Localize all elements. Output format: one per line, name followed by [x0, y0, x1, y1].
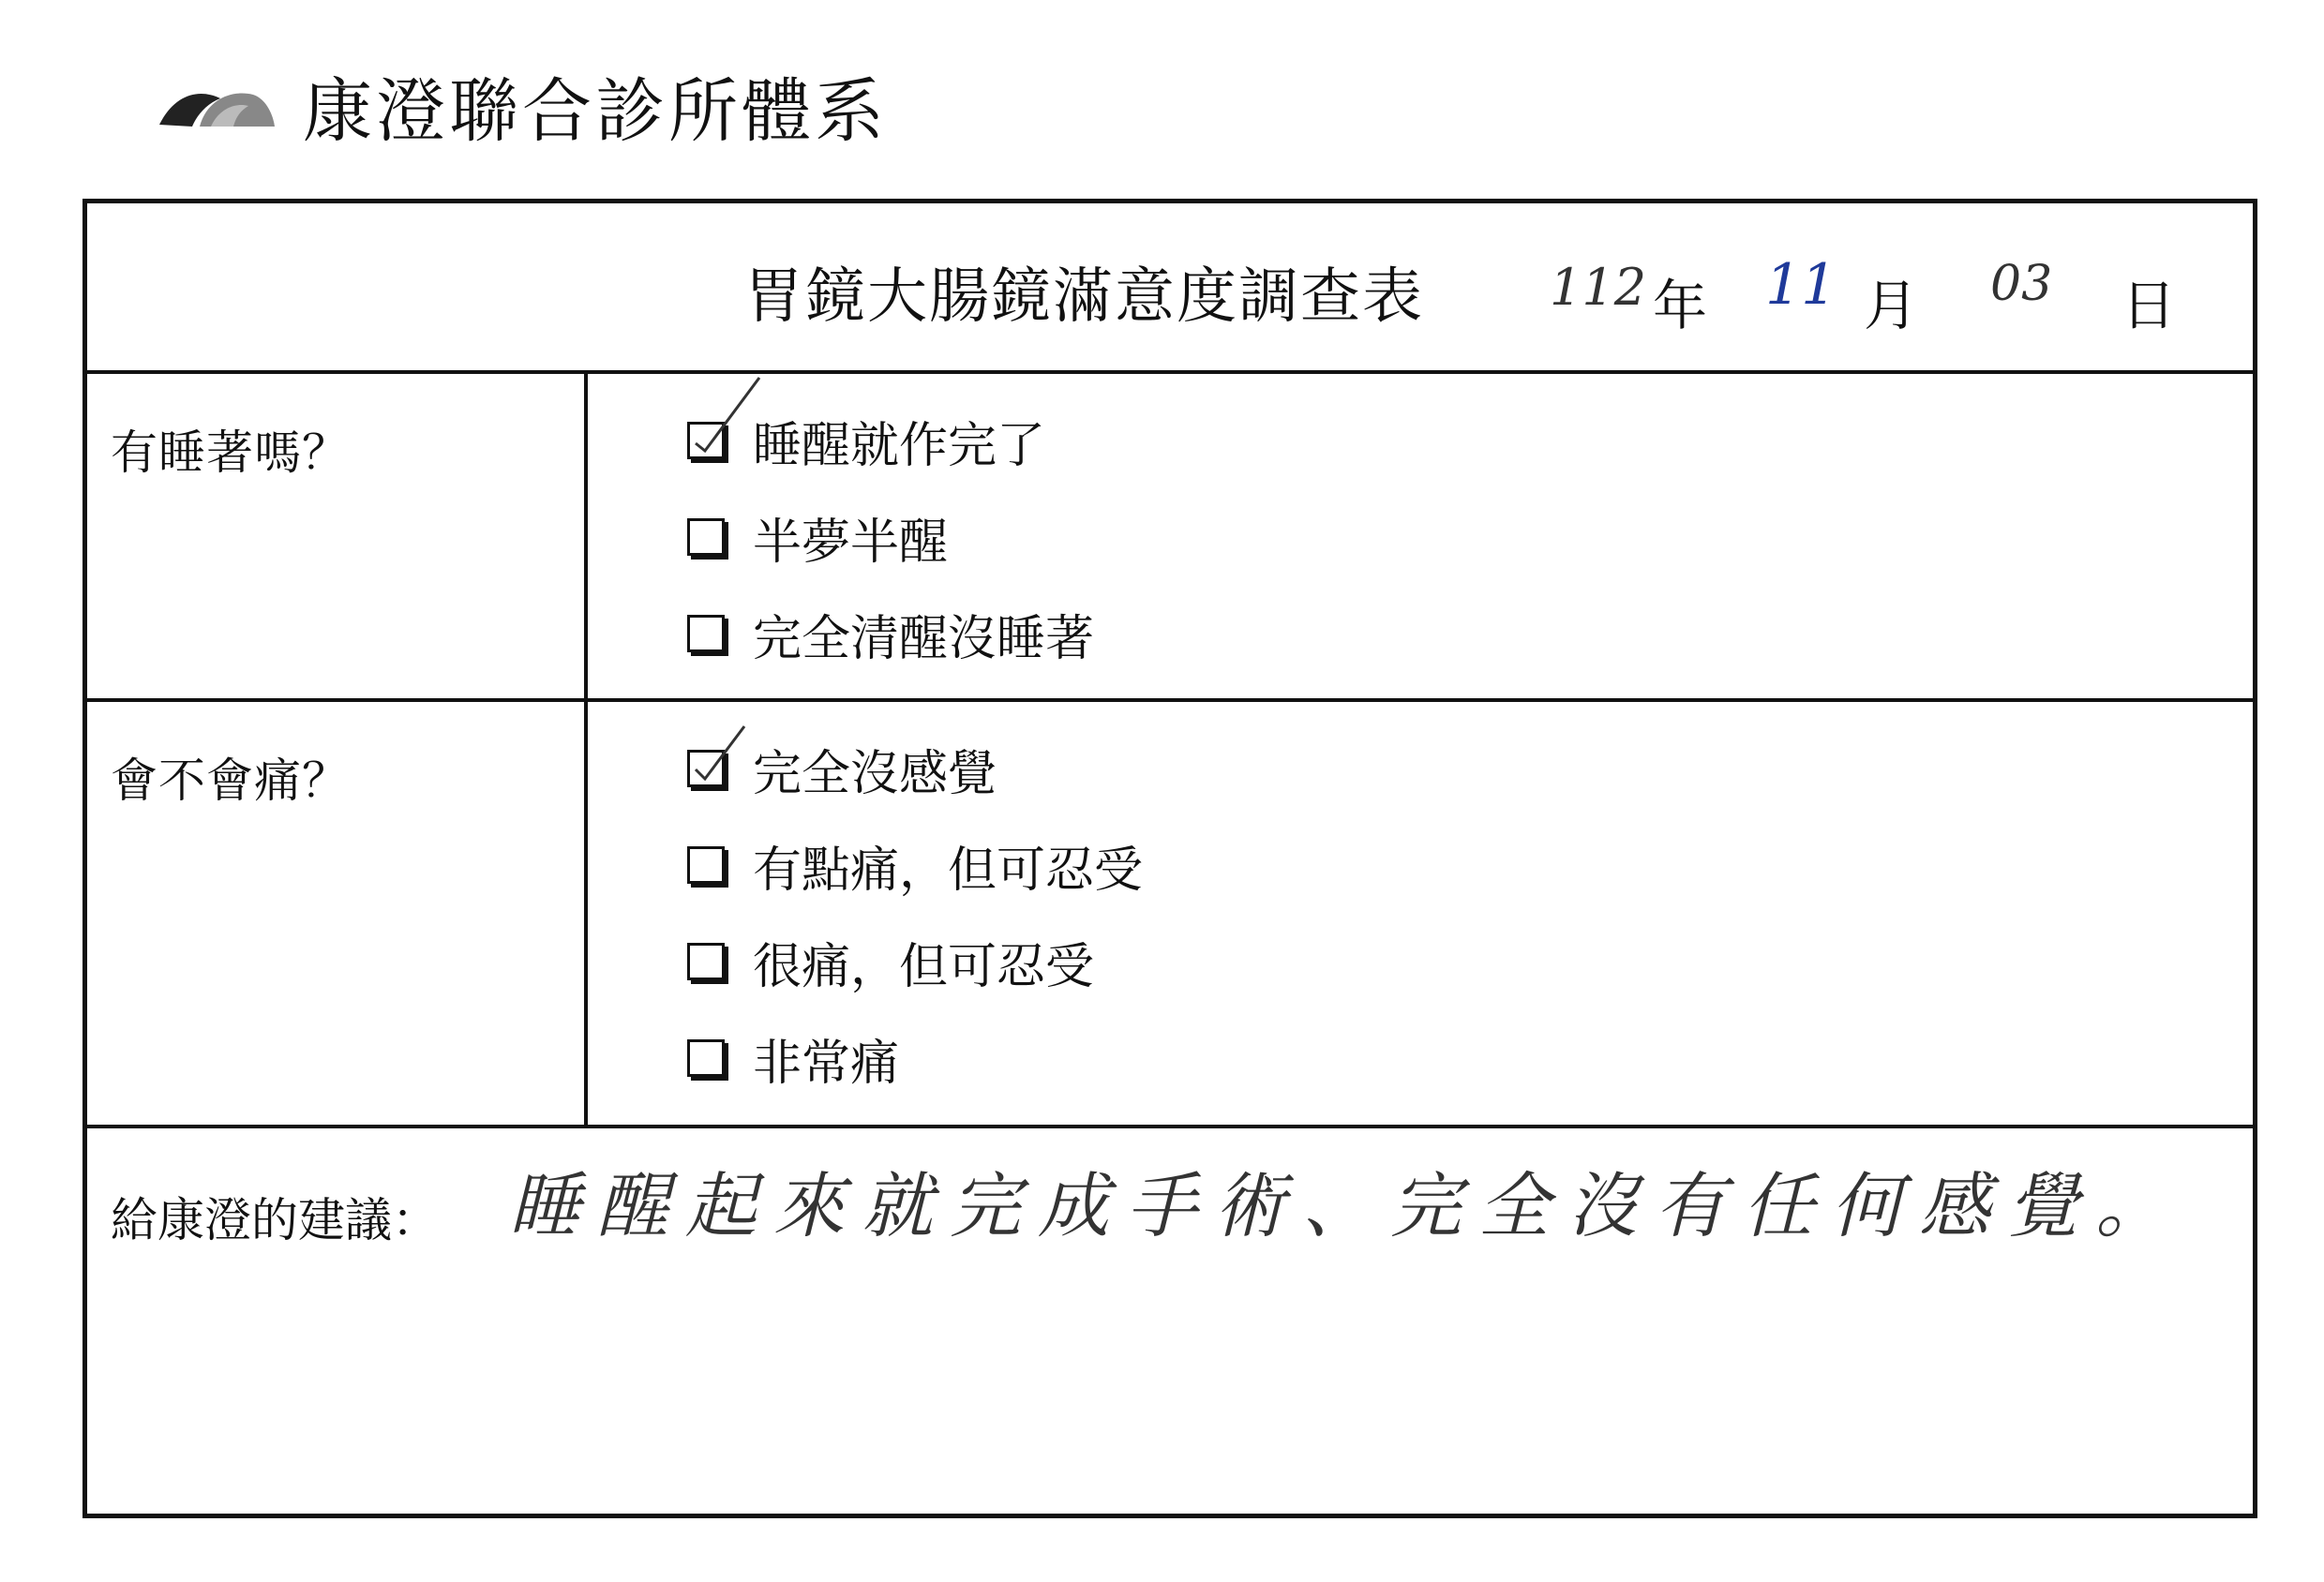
option-no-feeling[interactable] [687, 736, 1143, 801]
check-mark-icon [688, 370, 763, 455]
date-day-value[interactable]: 03 [1990, 256, 2053, 312]
comment-section [87, 1125, 2253, 1514]
column-divider [584, 698, 588, 1125]
date-year-value[interactable]: 112 [1550, 258, 1647, 317]
form-title: 胃鏡大腸鏡滿意度調查表 [743, 262, 1424, 332]
options-list [687, 736, 1143, 1122]
options-list [687, 408, 1094, 697]
checkbox[interactable] [687, 518, 725, 556]
form-title-row [87, 203, 2253, 374]
survey-form [82, 199, 2257, 1518]
option-extreme-pain[interactable] [687, 1025, 1143, 1091]
option-label: 睡醒就作完了 [753, 417, 1046, 474]
question-sleep [87, 370, 2253, 702]
checkbox[interactable] [687, 846, 725, 884]
question-label: 會不會痛？ [111, 754, 350, 808]
date-month-value[interactable]: 11 [1765, 252, 1837, 318]
clinic-header [155, 54, 888, 157]
checkbox-checked[interactable] [687, 750, 725, 787]
comment-handwritten-text[interactable]: 睡醒起來就完成手術、完全沒有任何感覺。 [509, 1164, 2183, 1247]
comment-label: 給康澄的建議： [111, 1193, 439, 1247]
option-label: 半夢半醒 [753, 514, 949, 571]
option-label: 完全清醒沒睡著 [753, 610, 1095, 667]
option-label: 非常痛 [753, 1035, 900, 1092]
option-fully-awake[interactable] [687, 601, 1094, 666]
checkbox[interactable] [687, 943, 725, 980]
date-month-unit: 月 [1864, 274, 1919, 337]
date-year-unit: 年 [1653, 274, 1708, 337]
option-slight-pain[interactable] [687, 832, 1143, 898]
option-label: 完全沒感覺 [753, 745, 997, 802]
checkbox-checked[interactable] [687, 422, 725, 459]
option-very-painful-tolerable[interactable] [687, 929, 1143, 994]
checkbox[interactable] [687, 615, 725, 652]
clinic-logo-icon [155, 78, 277, 134]
question-label: 有睡著嗎？ [111, 425, 350, 480]
option-label: 很痛，但可忍受 [753, 938, 1095, 995]
column-divider [584, 370, 588, 698]
date-day-unit: 日 [2122, 274, 2177, 337]
option-half-asleep[interactable] [687, 504, 1094, 570]
checkbox[interactable] [687, 1039, 725, 1077]
option-label: 有點痛，但可忍受 [753, 842, 1144, 899]
question-pain [87, 698, 2253, 1128]
check-mark-icon [688, 698, 763, 783]
clinic-name: 康澄聯合診所體系 [303, 71, 888, 152]
option-asleep-done[interactable] [687, 408, 1094, 473]
